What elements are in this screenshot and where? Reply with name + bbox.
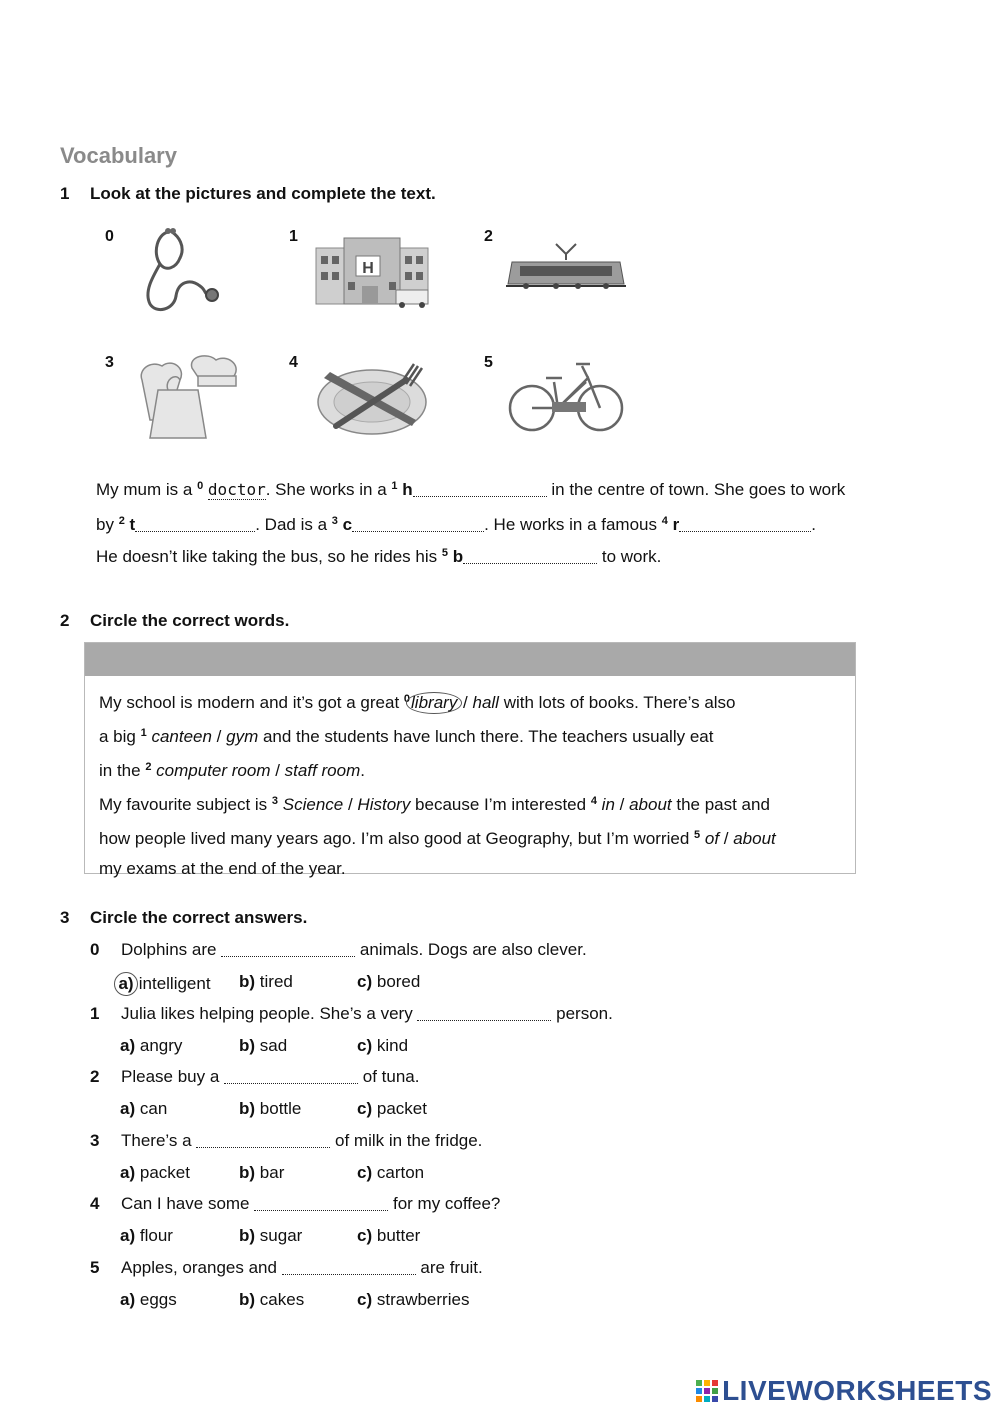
text-box-header-bar (85, 643, 855, 676)
question-text: There’s a of milk in the fridge. (121, 1130, 483, 1150)
question-number: 3 (90, 1130, 100, 1150)
picture-number-5: 5 (484, 354, 493, 371)
exercise-2-passage (99, 684, 776, 884)
passage-line-1: My school is modern and it’s got a great $^0$library / hall with lots of books. There’s also (99, 693, 736, 712)
ex1-text-line-1: My mum is a $^0$ doctor. She works in a $^1$ h in the centre of town. She goes to work (96, 480, 846, 499)
option-a[interactable]: a) flour (120, 1226, 173, 1245)
answer-blank[interactable] (224, 1069, 358, 1084)
question-number: 0 (90, 940, 100, 959)
option-b[interactable]: b) bottle (239, 1099, 302, 1118)
option-b[interactable]: b) sad (239, 1035, 288, 1055)
blank-2[interactable] (135, 517, 255, 532)
question-number: 4 (90, 1194, 100, 1213)
option-a[interactable]: a) eggs (120, 1289, 177, 1309)
liveworksheets-logo: LIVEWORKSHEETS (696, 1375, 992, 1407)
exercise-1-title: 1 Look at the pictures and complete the text. (60, 184, 436, 203)
blank-5[interactable] (463, 549, 597, 564)
hospital-icon (314, 234, 432, 308)
picture-number-3: 3 (105, 354, 114, 371)
passage-line-4: My favourite subject is $^3$ Science / History because I’m interested $^4$ in / about the past and (99, 795, 770, 814)
question-text: Please buy a of tuna. (121, 1067, 420, 1086)
blank-4[interactable] (679, 517, 811, 532)
choice-4-option-a[interactable]: in (601, 795, 615, 814)
circled-option-a: a) (114, 972, 138, 996)
picture-number-2: 2 (484, 228, 493, 245)
exercise-2-text-box (84, 642, 856, 878)
bicycle-icon (506, 356, 626, 436)
choice-2-option-a[interactable]: computer room (156, 761, 271, 780)
option-c[interactable]: c) bored (357, 972, 421, 991)
picture-number-0: 0 (105, 228, 114, 245)
question-text: Apples, oranges and are fruit. (121, 1257, 483, 1277)
option-c[interactable]: c) carton (357, 1162, 425, 1182)
question-text: Julia likes helping people. She’s a very person. (121, 1003, 613, 1023)
answer-blank[interactable] (282, 1260, 416, 1275)
plate-fork-knife-icon (316, 360, 428, 438)
option-b[interactable]: b) bar (239, 1162, 285, 1182)
choice-1-option-a[interactable]: canteen (151, 727, 212, 746)
option-c[interactable]: c) butter (357, 1226, 421, 1245)
choice-5-option-a[interactable]: of (704, 829, 720, 848)
liveworksheets-logo-icon (696, 1380, 718, 1402)
choice-0-circled[interactable]: library (406, 692, 462, 714)
option-c[interactable]: c) packet (357, 1099, 427, 1118)
svg-text:H: H (362, 260, 374, 277)
option-a[interactable]: a) can (120, 1099, 168, 1118)
question-text: Can I have some for my coffee? (121, 1194, 501, 1213)
option-a[interactable]: a) packet (120, 1162, 190, 1182)
ex1-text-line-3: He doesn’t like taking the bus, so he rides his $^5$ b to work. (96, 547, 662, 566)
answer-blank[interactable] (417, 1006, 551, 1021)
picture-number-1: 1 (289, 228, 298, 245)
choice-1-option-b[interactable]: gym (226, 727, 259, 746)
chef-outfit-icon (128, 350, 248, 442)
question-number: 2 (90, 1067, 100, 1086)
choice-4-option-b[interactable]: about (629, 795, 672, 814)
option-b[interactable]: b) sugar (239, 1226, 303, 1245)
choice-2-option-b[interactable]: staff room (284, 761, 361, 780)
answer-blank[interactable] (196, 1133, 330, 1148)
ex1-text-line-2: by $^2$ t . Dad is a $^3$ c . He works in a famous $^4$ r . (96, 515, 816, 534)
passage-line-5: how people lived many years ago. I’m also good at Geography, but I’m worried $^5$ of / about (99, 829, 776, 848)
blank-3[interactable] (352, 517, 484, 532)
option-c[interactable]: c) strawberries (357, 1289, 470, 1309)
section-heading: Vocabulary (60, 143, 177, 168)
question-number: 1 (90, 1003, 100, 1023)
answer-blank[interactable] (254, 1196, 388, 1211)
stethoscope-icon (130, 222, 225, 317)
tram-icon (506, 240, 626, 294)
exercise-3-title: 3 Circle the correct answers. (60, 908, 308, 927)
passage-line-6: my exams at the end of the year. (99, 859, 346, 878)
question-number: 5 (90, 1257, 100, 1277)
option-c[interactable]: c) kind (357, 1035, 409, 1055)
choice-3-option-b[interactable]: History (357, 795, 411, 814)
option-a[interactable]: a) intelligent (120, 972, 211, 996)
question-text: Dolphins are animals. Dogs are also clever. (121, 940, 587, 959)
option-b[interactable]: b) tired (239, 972, 293, 991)
answer-blank[interactable] (221, 942, 355, 957)
passage-line-3: in the $^2$ computer room / staff room. (99, 761, 365, 780)
picture-number-4: 4 (289, 354, 298, 371)
answer-0-example: doctor (207, 480, 266, 499)
option-b[interactable]: b) cakes (239, 1289, 305, 1309)
exercise-2-title: 2 Circle the correct words. (60, 611, 290, 630)
passage-line-2: a big $^1$ canteen / gym and the students have lunch there. The teachers usually eat (99, 727, 714, 746)
choice-0-option-b[interactable]: hall (472, 693, 499, 712)
choice-3-option-a[interactable]: Science (282, 795, 344, 814)
option-a[interactable]: a) angry (120, 1035, 183, 1055)
blank-1[interactable] (413, 482, 547, 497)
choice-5-option-b[interactable]: about (733, 829, 776, 848)
